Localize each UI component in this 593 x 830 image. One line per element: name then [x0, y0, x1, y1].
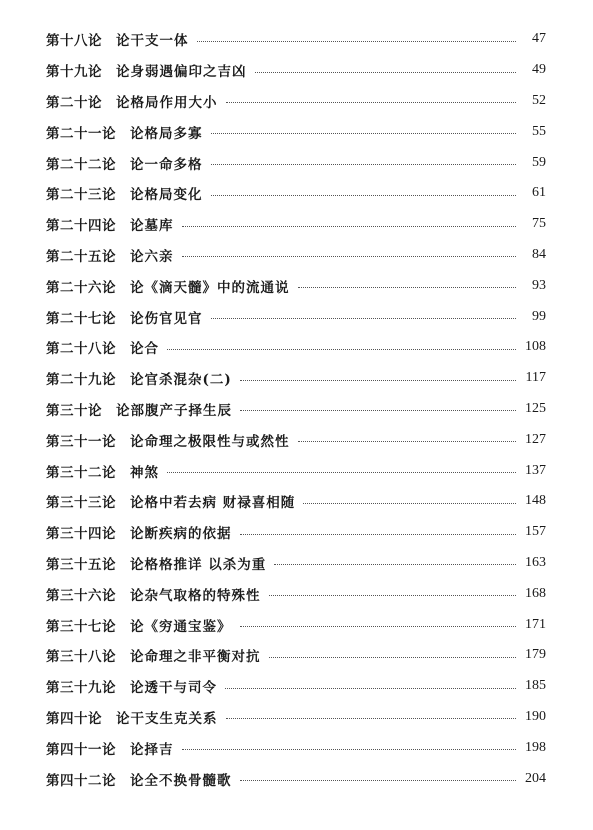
- toc-page-number: 84: [532, 246, 546, 262]
- toc-entry: [46, 240, 546, 271]
- toc-chapter-title: 论墓库: [130, 218, 174, 235]
- toc-page-number: 61: [532, 185, 546, 201]
- toc-chapter-number: 第二十四论: [46, 218, 116, 235]
- toc-dot-leader: [167, 472, 516, 473]
- toc-dot-leader: [269, 657, 517, 658]
- toc-entry: [46, 548, 546, 579]
- toc-chapter-number: 第三十四论: [46, 526, 116, 543]
- toc-page-number: 190: [525, 708, 546, 724]
- toc-page-number: 108: [525, 339, 546, 355]
- toc-chapter-number: 第三十七论: [46, 618, 116, 635]
- toc-entry: [46, 301, 546, 332]
- toc-entry: [46, 209, 546, 240]
- toc-chapter-number: 第四十一论: [46, 741, 116, 758]
- toc-dot-leader: [211, 164, 517, 165]
- toc-dot-leader: [274, 564, 516, 565]
- toc-chapter-title: 论《穷通宝鉴》: [130, 618, 232, 635]
- toc-entry: [46, 732, 546, 763]
- toc-chapter-title: 论命理之极限性与或然性: [130, 433, 290, 450]
- toc-page-number: 171: [525, 616, 546, 632]
- toc-page-number: 59: [532, 154, 546, 170]
- toc-chapter-title: 神煞: [130, 464, 159, 481]
- toc-page-number: 168: [525, 585, 546, 601]
- toc-chapter-number: 第三十八论: [46, 649, 116, 666]
- toc-page-number: 125: [525, 400, 546, 416]
- toc-entry: [46, 116, 546, 147]
- toc-entry: [46, 394, 546, 425]
- toc-dot-leader: [211, 133, 517, 134]
- toc-chapter-number: 第二十七论: [46, 310, 116, 327]
- toc-dot-leader: [182, 256, 517, 257]
- toc-dot-leader: [303, 503, 516, 504]
- toc-page-number: 185: [525, 678, 546, 694]
- toc-dot-leader: [182, 749, 517, 750]
- toc-dot-leader: [167, 349, 516, 350]
- toc-entry: [46, 363, 546, 394]
- toc-chapter-number: 第三十一论: [46, 433, 116, 450]
- toc-page-number: 49: [532, 62, 546, 78]
- toc-dot-leader: [240, 410, 516, 411]
- toc-page-number: 127: [525, 431, 546, 447]
- toc-page-number: 204: [525, 770, 546, 786]
- toc-page-number: 75: [532, 216, 546, 232]
- toc-entry: [46, 609, 546, 640]
- toc-dot-leader: [298, 441, 517, 442]
- toc-dot-leader: [226, 718, 517, 719]
- toc-chapter-number: 第十八论: [46, 33, 102, 50]
- toc-entry: [46, 702, 546, 733]
- toc-chapter-title: 论择吉: [130, 741, 174, 758]
- toc-chapter-number: 第十九论: [46, 64, 102, 81]
- toc-page-number: 99: [532, 308, 546, 324]
- toc-chapter-title: 论伤官见官: [130, 310, 203, 327]
- toc-chapter-title: 论格局作用大小: [116, 94, 218, 111]
- toc-chapter-title: 论命理之非平衡对抗: [130, 649, 261, 666]
- toc-entry: [46, 424, 546, 455]
- toc-chapter-title: 论一命多格: [130, 156, 203, 173]
- toc-dot-leader: [240, 780, 517, 781]
- toc-chapter-title: 论身弱遇偏印之吉凶: [116, 64, 247, 81]
- toc-dot-leader: [240, 626, 517, 627]
- toc-dot-leader: [211, 195, 517, 196]
- toc-dot-leader: [225, 688, 516, 689]
- toc-entry: [46, 147, 546, 178]
- toc-chapter-number: 第二十八论: [46, 341, 116, 358]
- toc-entry: [46, 763, 546, 794]
- toc-dot-leader: [240, 534, 517, 535]
- toc-page-number: 117: [525, 370, 546, 386]
- toc-chapter-title: 论《滴天髓》中的流通说: [130, 279, 290, 296]
- toc-entry: [46, 178, 546, 209]
- toc-page-number: 179: [525, 647, 546, 663]
- toc-entry: [46, 671, 546, 702]
- toc-chapter-title: 论干支一体: [116, 33, 189, 50]
- toc-entry: [46, 640, 546, 671]
- toc-chapter-title: 论格局多寡: [130, 125, 203, 142]
- toc-chapter-number: 第二十三论: [46, 187, 116, 204]
- toc-dot-leader: [240, 380, 516, 381]
- toc-dot-leader: [197, 41, 517, 42]
- toc-entry: [46, 86, 546, 117]
- toc-chapter-number: 第三十九论: [46, 680, 116, 697]
- toc-page-number: 148: [525, 493, 546, 509]
- toc-chapter-title: 论干支生克关系: [116, 710, 218, 727]
- toc-page-number: 198: [525, 739, 546, 755]
- table-of-contents: [46, 24, 546, 794]
- toc-dot-leader: [226, 102, 517, 103]
- toc-chapter-title: 论断疾病的依据: [130, 526, 232, 543]
- toc-chapter-number: 第三十论: [46, 402, 102, 419]
- toc-entry: [46, 55, 546, 86]
- toc-chapter-title: 论杂气取格的特殊性: [130, 587, 261, 604]
- toc-page-number: 157: [525, 524, 546, 540]
- toc-chapter-number: 第四十二论: [46, 772, 116, 789]
- toc-chapter-title: 论全不换骨髓歌: [130, 772, 232, 789]
- toc-page-number: 47: [532, 31, 546, 47]
- toc-chapter-number: 第二十六论: [46, 279, 116, 296]
- toc-entry: [46, 455, 546, 486]
- toc-chapter-title: 论官杀混杂(二): [130, 372, 232, 389]
- toc-entry: [46, 578, 546, 609]
- toc-dot-leader: [298, 287, 517, 288]
- toc-chapter-title: 论部腹产子择生辰: [116, 402, 232, 419]
- toc-chapter-number: 第二十二论: [46, 156, 116, 173]
- toc-entry: [46, 270, 546, 301]
- toc-chapter-number: 第二十一论: [46, 125, 116, 142]
- toc-chapter-title: 论格格推详 以杀为重: [130, 556, 267, 573]
- toc-page-number: 93: [532, 277, 546, 293]
- toc-page-number: 163: [525, 554, 546, 570]
- toc-chapter-number: 第二十五论: [46, 248, 116, 265]
- toc-entry: [46, 486, 546, 517]
- toc-chapter-number: 第三十六论: [46, 587, 116, 604]
- toc-chapter-number: 第二十论: [46, 94, 102, 111]
- toc-page-number: 52: [532, 92, 546, 108]
- toc-chapter-title: 论合: [130, 341, 159, 358]
- toc-entry: [46, 517, 546, 548]
- toc-chapter-number: 第二十九论: [46, 372, 116, 389]
- toc-chapter-number: 第三十二论: [46, 464, 116, 481]
- toc-entry: [46, 24, 546, 55]
- toc-chapter-number: 第三十三论: [46, 495, 116, 512]
- toc-chapter-title: 论透干与司令: [130, 680, 217, 697]
- toc-chapter-number: 第三十五论: [46, 556, 116, 573]
- toc-entry: [46, 332, 546, 363]
- toc-page-number: 137: [525, 462, 546, 478]
- toc-dot-leader: [269, 595, 517, 596]
- toc-dot-leader: [255, 72, 517, 73]
- toc-chapter-title: 论格局变化: [130, 187, 203, 204]
- toc-chapter-title: 论格中若去病 财禄喜相随: [130, 495, 296, 512]
- toc-dot-leader: [182, 226, 517, 227]
- toc-chapter-title: 论六亲: [130, 248, 174, 265]
- toc-dot-leader: [211, 318, 517, 319]
- toc-chapter-number: 第四十论: [46, 710, 102, 727]
- toc-page-number: 55: [532, 123, 546, 139]
